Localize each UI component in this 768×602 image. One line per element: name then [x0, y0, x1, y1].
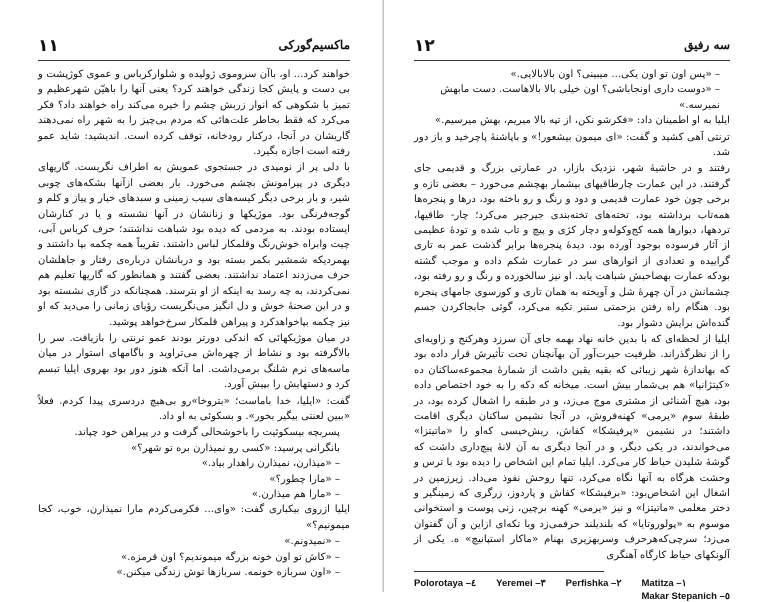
left-page-number: ۱۱: [38, 36, 59, 56]
right-page-number: ۱۲: [414, 36, 435, 56]
paragraph: ایلیا از لحظه‌ای که با بدین خانه نهاد بهمه جای آن سرزد وهرکنج و زاویه‌ای را از نظرگذراند. ظرفیت حیرت‌آور آن بهآنچنان تحت تأثیرش قرار داده بود که بهاندازهٔ شهر زیبائی که بقیه یقین داشت از شمارهٔ مجموعه‌ساکنان ده «کیتژانیا» هم بی‌شمار بیش است. میخانه که دکه را به خود اختصاص داده بود، هیچ آشنائی از مشتری موج می‌زد، و در طبقه را اشغال کرده بود، در طبقهٔ سوم «یرمی» کهنه‌فروش، در آنجا نشیمن ساکنان دیگری اقامت داشتند؛ در نشیمن «پرفیشکا» کفاش، ریش‌خیسی که‌او را «ماتیتزا» می‌خواندند، در یکی دیگر، و در آنجا دیگری به آن لانهٔ پیچ‌داری داشت که گوشهٔ شلیدن حیاط کار می‌کرد. ایلیا تمام این اشخاص را دیده بود با ترس و وحشت هرگاه به آنها نگاه می‌کرد، تنها روحش نفوذ می‌داد. زیرزمین در اشغال این اشخاص‌بود: «برفیشکا» کفاش و پاردوز، زرگری که‌ زمینگیر و دختر معلمی «ماتیتزا» و نیز «یرمی» کهنه برچین، زنی پوست و استخوانی موسوم به «پولوروتایا» که بلندیلند حرفمی‌زد وبا تکه‌ای ازاین و آن گفتوان می‌زد؛ سرچی‌که‌هرحرف وسربهزیری بهنام «ماکار استپانیچ» ه. یکی از آلونکهای حیاط کارگاه آهنگری: [414, 333, 730, 561]
left-running-title: ماکسیم‌گورکی: [278, 38, 350, 52]
left-page: [0, 0, 384, 592]
dialogue-line: – «میذارن، نمیذارن راهدار بیاد.»: [201, 458, 340, 470]
left-page-body: [38, 67, 350, 580]
dialogue-line: – «مارا هم میذارن.»: [251, 488, 340, 500]
left-page-header: [38, 38, 350, 61]
footnote-2: Perfishka –٢: [565, 578, 622, 589]
dialogue-line: – «پس اون تو اون یکی... میبینی؟ اون بالابالایی.»: [510, 69, 720, 80]
dialogue-line: پسربچه بیسکوئیت را باخوشحالی گرفت و در پیراهن خود چپاند.: [74, 427, 340, 439]
paragraph: با دلی پر از نومیدی در جستجوی عمویش به اطراف نگریست. گاریهای دیگری در پیرامونش بچشم می‌خورد. بار بعضی ازآنها بشکه‌های چوبی شیر، و بار برخی دیگر کیسه‌های سیب زمینی و سبدهای خیار و پیاز و کلم و گوجه‌فرنگی بود. موژیکها و زنانشان در آنها نشسته و یا در کنارشان ایستاده بودند. به مردمی که دیده بود شباهت نداشتند؛ حرف کرباس آبی، چیت و‌ابراه خوش‌رنگ وقلمکار لباس داشتند. تقریباً همه چکمه بپا داشتند و بهمردیکه شمشیر بکمر بسته بود و دربانشان درباره‌ی رفتار و جاهلشان حرف می‌زدند اعتماد نداشتند. بعضی گفتند و همانطور که گاریها تعلیم هم نمی‌کردند، به چه رسد به اینکه از او بترسند. همچنانکه در گاری نشسته بود و در این صحنهٔ خوش و دل انگیز می‌نگریست رؤیای زمانی را می‌دید که او نیز چکمه بپاخواهدکرد و پیراهن قلمکار سرخ‌خواهد پوشید.: [38, 162, 350, 328]
right-page: [384, 0, 768, 602]
dialogue-line: – «مارا چطور؟»: [269, 473, 340, 485]
right-page-body: [414, 67, 730, 563]
paragraph: خواهند کرد... او، باآن سروموی ژولیده و شلوارکرباس و عموی کوژپشت و بی دست و پایش کجا زندگی خواهند کرد؟ یعنی آنها را باهیّن شهرعظیم و تمیز با شکوهی که انوار زربش چشم را خیره می‌کند راه خواهند داد؟ فکر می‌کرد که فقط بخاطر علت‌هائی که مردم بی‌چیز را به شهر راه نمی‌دهند گاریشان در آنجا، درکنار رودخانه، توقف کرده است. اندیشید: شاید عمو رفته است اجازه بگیرد.: [38, 69, 350, 158]
footnote-4: Polorotaya –٤: [414, 578, 477, 589]
paragraph: ترنتی آهی کشید و گفت: «ای میمون بیشعور!» و باپاشنهٔ پاچرخید و باز دور شد.: [414, 131, 730, 159]
dialogue-line: بانگرانی پرسید: «کسی رو نمیذارن بره تو شهر؟»: [131, 442, 340, 454]
dialogue-line: – «نمیدونم.»: [284, 536, 340, 548]
dialogue-line: – «کاش تو اون خونه بزرگه میموندیم؟ اون قرمزه.»: [121, 551, 340, 563]
footnotes: [414, 578, 730, 602]
footnote-5: Makar Stepanich –٥: [641, 591, 730, 602]
paragraph: ایلیا به او اطمینان داد: «فکرشو نکن، از تپه بالا میریم، بهش میرسیم.»: [434, 115, 730, 127]
paragraph: در میان موژیکهائی که اندکی دورتر بودند عمو ترنتی را بازیافت. سر را بالاگرفته بود و نشاط از چهره‌اش می‌تراوید و باگامهای استوار در میان ماسه‌های نرم شلنگ برمی‌داشت. اما آنکه هنوز دور بود بهروی ایلیا تبسم کرد و دستهایش را بپیش آورد.: [38, 332, 350, 391]
footnote-separator: [414, 571, 604, 572]
paragraph: ایلیا ازروی بیکباری گفت: «وای... فکرمی‌کردم مارا نمیذارن، خوب، کجا میمونیم؟»: [38, 504, 350, 531]
right-page-header: [414, 38, 730, 61]
paragraph: گفت: «ایلیا، خدا باماست؛ «بتروخا»رو بی‌هیچ دردسری پیدا کردم. فعلاً «ببین لعنتی بیگیر بخور». و بسکوئی به او داد.: [38, 395, 350, 422]
right-running-title: سه رفیق: [684, 38, 730, 52]
paragraph: رفتند و در حاشیهٔ شهر، نزدیک بازار، در عمارتی بزرگ و قدیمی جای گرفتند. در این عمارت چارطاقیهای بیشمار بهچشم می‌خورد – بعضی تازه و برخی چون خود عمارت قدیمی و دود و رنگ و رو باخته بود، درها و پنجره‌ها همه‌تاب برداشته بود، تخته‌های تخته‌بندی جیرجیر می‌کرد؛ چار- طاقیها، تردهها، دیوارها همه کج‌وکوله‌و دچار کژی و پیچ و تاب شده و تودهٔ عظیمی از آثار فرسوده بوجود آورده بود. دیدهٔ پنجره‌ها برابر گذشت عمر به تاری گراییده و تعدادی از انوارهای سر در عمارت شکم داده و موجب گشته بودکه عمارت بهصاحبش شباهت یابد. او نیز سالخورده و رنگ و رو رفته بود، چشمانش در آن چهرهٔ شل و آویخته به همان تاری و کورسوی جامهای پنجره بود. هنگام راه رفتن بزحمتی ستبر تکیه می‌کرد، گوئی جابجاکردن جسم گنده‌اش برایش دشوار بود.: [414, 163, 730, 329]
footnote-3: Yeremei –٣: [496, 578, 546, 589]
dialogue-line: – «اون سربازه خونمه. سربازها توش زندگی میکنن.»: [116, 567, 340, 578]
dialogue-line: – «دوست داری اونجاباشی؟ اون خیلی بالا بالاهاست. دست مابهش نمیرسه.»: [440, 84, 720, 111]
footnote-1: Matitza –١: [641, 578, 687, 589]
